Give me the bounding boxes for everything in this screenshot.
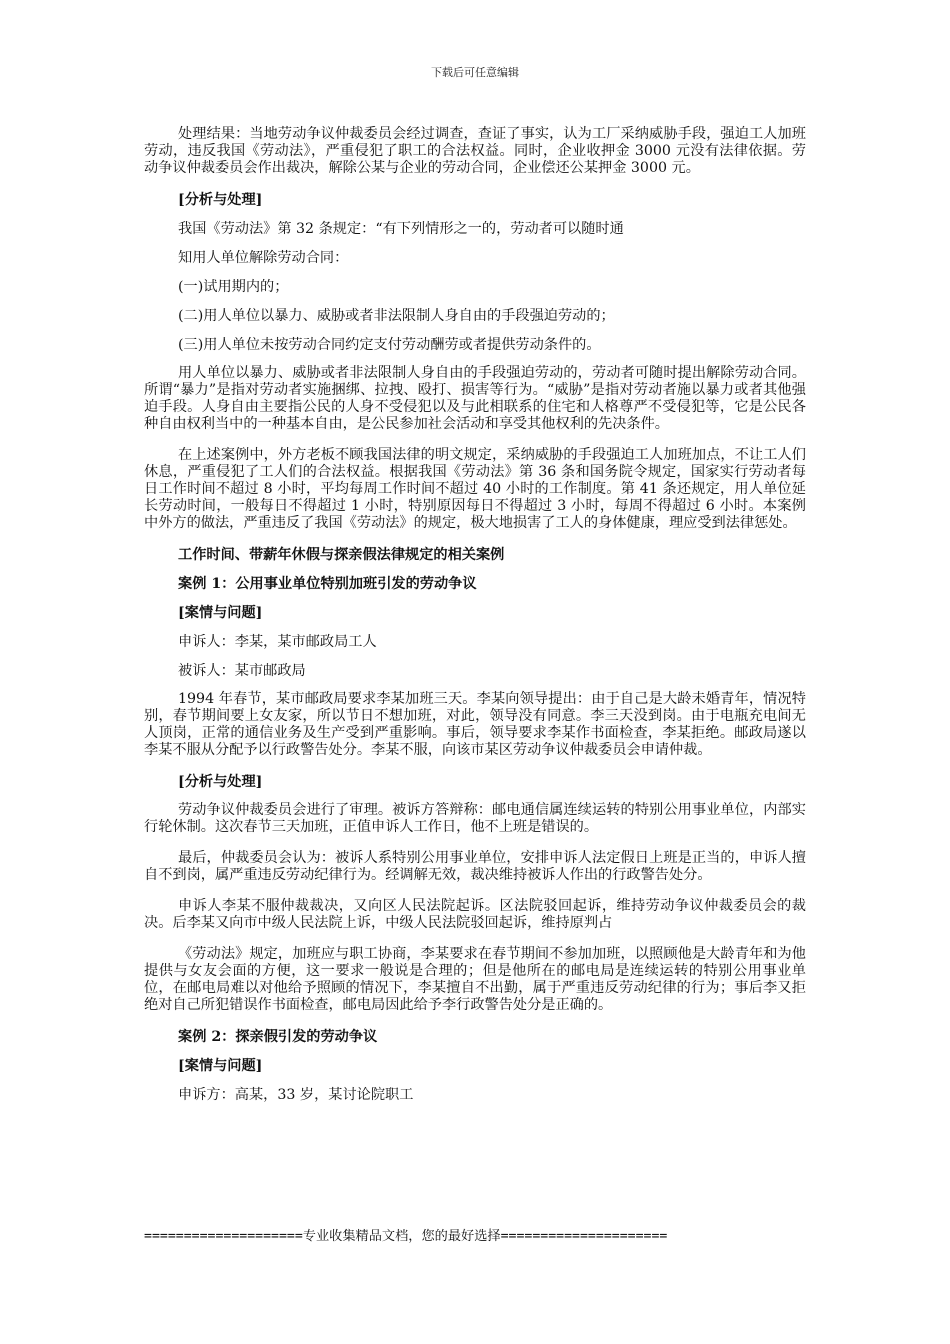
- paragraph-arbitration-decision: 最后，仲裁委员会认为：被诉人系特别公用事业单位，安排申诉人法定假日上班是正当的，申诉人擅自不到岗，属严重违反劳动纪律行为。经调解无效，裁决维持被诉人作出的行政警告处分。: [144, 850, 806, 883]
- paragraph-case-analysis: 在上述案例中，外方老板不顾我国法律的明文规定，采纳威胁的手段强迫工人加班加点，不让工人们休息，严重侵犯了工人们的合法权益。根据我国《劳动法》第 36 条和国务院令规定，国家实行劳动者每日工作时间不超过 8 小时，平均每周工作时间不超过 40 小时的工作制度。第 41 条还规定，用人单位延长劳动时间，一般每日不得超过 1 小时，特别原因每日不得超过 3 小时，每周不得超过 6 小时。本案例中外方的做法，严重违反了我国《劳动法》的规定，极大地损害了工人的身体健康，理应受到法律惩处。: [144, 447, 806, 531]
- plaintiff-line: 申诉人：李某，某市邮政局工人: [178, 634, 377, 650]
- paragraph-violence-definition: 用人单位以暴力、威胁或者非法限制人身自由的手段强迫劳动的，劳动者可随时提出解除劳动合同。所谓“暴力”是指对劳动者实施捆绑、拉拽、殴打、损害等行为。“威胁”是指对劳动者施以暴力或者其他强迫手段。人身自由主要指公民的人身不受侵犯以及与此相联系的住宅和人格尊严不受侵犯等，它是公民各种自由权利当中的一种基本自由，是公民参加社会活动和享受其他权利的先决条件。: [144, 365, 806, 432]
- list-item-2: (二)用人单位以暴力、威胁或者非法限制人身自由的手段强迫劳动的；: [178, 308, 615, 324]
- case-2-title: 案例 2：探亲假引发的劳动争议: [178, 1029, 378, 1045]
- paragraph-law-article-32: 我国《劳动法》第 32 条规定：“有下列情形之一的，劳动者可以随时通: [178, 221, 624, 237]
- section-heading-analysis-2: [分析与处理]: [178, 774, 263, 790]
- list-item-3: (三)用人单位未按劳动合同约定支付劳动酬劳或者提供劳动条件的。: [178, 337, 601, 353]
- paragraph-labor-law-commentary: 《劳动法》规定，加班应与职工协商，李某要求在春节期间不参加加班，以照顾他是大龄青年和为他提供与女友会面的方便，这一要求一般说是合理的；但是他所在的邮电局是连续运转的特别公用事业单位，在邮电局难以对他给予照顾的情况下，李某擅自不出勤，属于严重违反劳动纪律的行为；事后李又拒绝对自己所犯错误作书面检查，邮电局因此给予李行政警告处分是正确的。: [144, 946, 806, 1013]
- plaintiff-line-2: 申诉方：高某，33 岁，某讨论院职工: [178, 1087, 414, 1103]
- paragraph-case-1-facts: 1994 年春节，某市邮政局要求李某加班三天。李某向领导提出：由于自己是大龄未婚青年，情况特别，春节期间要上女友家，所以节日不想加班，对此，领导没有同意。李三天没到岗。由于电瓶充电间无人顶岗，正常的通信业务及生产受到严重影响。事后，领导要求李某作书面检查，李某拒绝。邮政局遂以李某不服从分配予以行政警告处分。李某不服，向该市某区劳动争议仲裁委员会申请仲裁。: [144, 691, 806, 758]
- paragraph-result: 处理结果：当地劳动争议仲裁委员会经过调查，查证了事实，认为工厂采纳威胁手段，强迫工人加班劳动，违反我国《劳动法》，严重侵犯了职工的合法权益。同时，企业收押金 3000 元没有法律依据。劳动争议仲裁委员会作出裁决，解除公某与企业的劳动合同，企业偿还公某押金 3000 元。: [144, 126, 806, 176]
- paragraph-arbitration-review: 劳动争议仲裁委员会进行了审理。被诉方答辩称：邮电通信属连续运转的特别公用事业单位，内部实行轮休制。这次春节三天加班，正值申诉人工作日，他不上班是错误的。: [144, 802, 806, 835]
- document-body: [144, 126, 806, 1115]
- defendant-line: 被诉人：某市邮政局: [178, 663, 306, 679]
- list-item-1: (一)试用期内的；: [178, 279, 289, 295]
- page-footer: ====================专业收集精品文档，您的最好选择=====================: [144, 1229, 668, 1244]
- section-heading-facts: [案情与问题]: [178, 605, 263, 621]
- paragraph-court-ruling: 申诉人李某不服仲裁裁决，又向区人民法院起诉。区法院驳回起诉，维持劳动争议仲裁委员会的裁决。后李某又向市中级人民法院上诉，中级人民法院驳回起诉，维持原判占: [144, 898, 806, 931]
- page-header: 下载后可任意编辑: [431, 66, 519, 79]
- section-heading-facts-2: [案情与问题]: [178, 1058, 263, 1074]
- section-heading-analysis: [分析与处理]: [178, 192, 263, 208]
- case-1-title: 案例 1：公用事业单位特别加班引发的劳动争议: [178, 576, 477, 592]
- section-title-cases: 工作时间、带薪年休假与探亲假法律规定的相关案例: [178, 547, 505, 563]
- paragraph-law-continued: 知用人单位解除劳动合同：: [178, 250, 349, 266]
